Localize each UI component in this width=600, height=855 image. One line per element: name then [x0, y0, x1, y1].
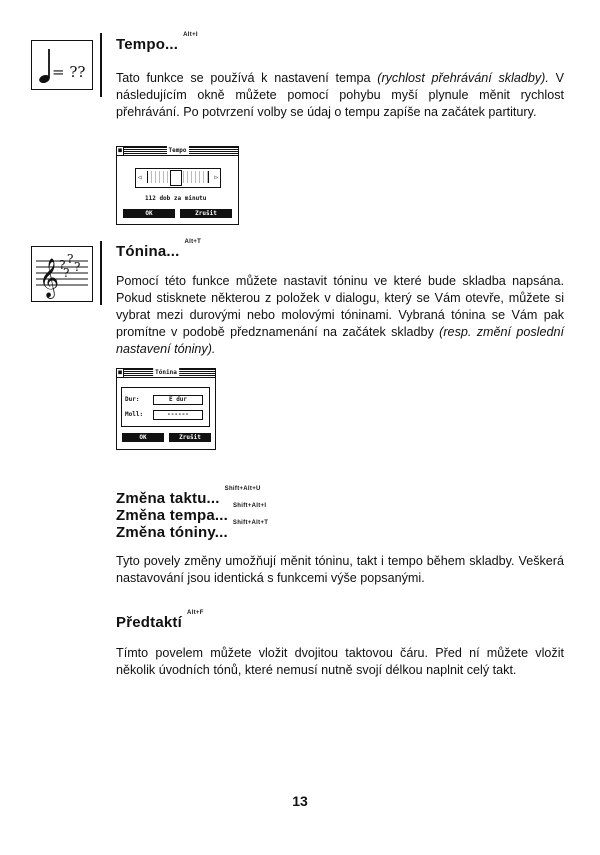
ok-button[interactable]: OK: [123, 209, 175, 218]
tempo-shortcut: Alt+I: [183, 32, 198, 38]
tonina-dialog-title: Tónina: [155, 369, 177, 376]
tonina-paragraph: Pomocí této funkce můžete nastavit tóninu ve které bude skladba napsána. Pokud stisknete některou z položek v dialogu, který se Vám otevře, můžete si vybrat mezi durovými nebo molovými tóninami. Vybraná tónina se Vám pak promítne v podobě předznamenání na začátek skladby (resp. změní poslední nastavení tóniny).: [116, 274, 564, 356]
cancel-button[interactable]: Zrušit: [169, 433, 211, 442]
page-number: 13: [292, 793, 308, 809]
predtakti-shortcut: Alt+F: [187, 610, 204, 616]
close-icon[interactable]: ■: [117, 369, 124, 377]
zmena-toniny-shortcut: Shift+Alt+T: [232, 520, 269, 526]
zmena-taktu-shortcut: Shift+Alt+U: [224, 486, 261, 492]
tempo-heading: Tempo...$^{Alt+I}$: [116, 32, 198, 53]
tempo-icon-text: = ??: [52, 63, 86, 81]
svg-text:?: ?: [63, 266, 70, 280]
slider-right-arrow-icon[interactable]: ▷: [214, 174, 218, 181]
tempo-value-label: 112 dob za minutu: [145, 195, 207, 202]
dur-label: Dur:: [125, 396, 140, 403]
zmena-taktu-heading: Změna taktu...$^{Shift+Alt+U}$: [116, 486, 261, 507]
treble-clef-icon: [32, 247, 92, 301]
zmena-tempa-heading: Změna tempa...$^{Shift+Alt+I}$: [116, 503, 267, 524]
svg-text:?: ?: [74, 260, 81, 274]
slider-thumb[interactable]: [170, 170, 182, 186]
zmena-toniny-heading: Změna tóniny...$^{Shift+Alt+T}$: [116, 520, 269, 541]
tonina-shortcut: Alt+T: [184, 239, 202, 245]
zmena-paragraph: Tyto povely změny umožňují měnit tóninu, takt i tempo během skladby. Veškerá nastavování jsou identická s funkcemi výše popsanými.: [116, 554, 564, 585]
svg-text:?: ?: [59, 258, 66, 272]
tonina-heading: Tónina...$^{Alt+T}$: [116, 239, 202, 260]
close-icon[interactable]: ■: [117, 147, 124, 155]
cancel-button[interactable]: Zrušit: [180, 209, 232, 218]
tempo-paragraph: Tato funkce se používá k nastavení tempa (rychlost přehrávání skladby). V následujícím okně můžete pomocí pohybu myší plynule měnit rychlost přehrávání. Po potvrzení volby se údaj o tempu zapíše na začátek partitury.: [116, 71, 564, 119]
tonina-divider: [100, 241, 102, 305]
tempo-slider[interactable]: [135, 168, 221, 188]
zmena-tempa-shortcut: Shift+Alt+I: [233, 503, 267, 509]
tempo-dialog-title: Tempo: [168, 147, 187, 154]
svg-text:𝄞: 𝄞: [39, 258, 60, 298]
svg-text:?: ?: [67, 252, 74, 266]
tonina-dialog-titlebar: [117, 369, 215, 378]
tempo-icon-box: [31, 40, 93, 90]
tempo-divider: [100, 33, 102, 97]
tonina-dialog: [116, 368, 216, 450]
tonina-icon-box: [31, 246, 93, 302]
ok-button[interactable]: OK: [122, 433, 164, 442]
tempo-dialog: [116, 146, 239, 225]
tempo-dialog-titlebar: [117, 147, 238, 156]
predtakti-paragraph: Tímto povelem můžete vložit dvojitou taktovou čáru. Před ní můžete vložit několik úvodních tónů, které nemusí nutně svojí délkou naplnit celý takt.: [116, 646, 564, 677]
tonina-fields-box: [121, 387, 210, 427]
dur-select[interactable]: E dur: [153, 395, 203, 405]
moll-select[interactable]: ------: [153, 410, 203, 420]
moll-label: Moll:: [125, 411, 144, 418]
predtakti-heading: Předtaktí$^{Alt+F}$: [116, 610, 204, 631]
slider-left-arrow-icon[interactable]: ◁: [138, 174, 142, 181]
